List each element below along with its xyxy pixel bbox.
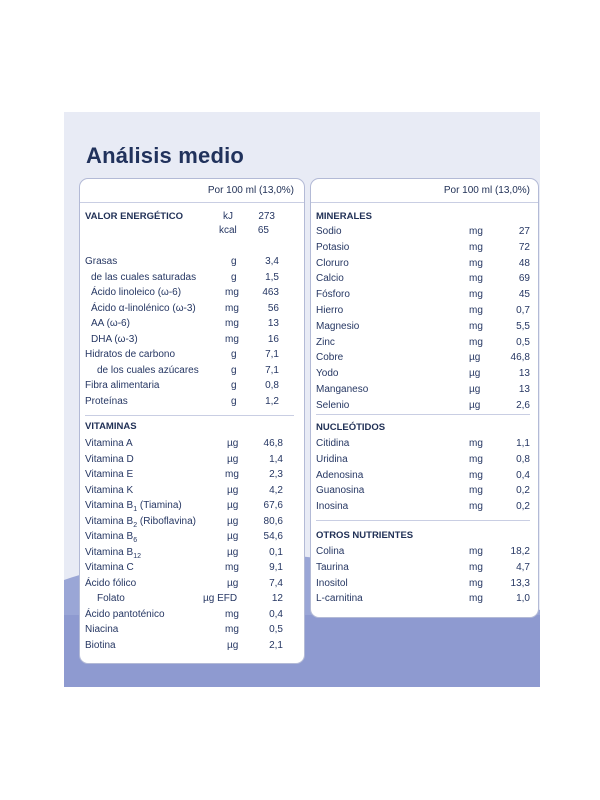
row-name: Ácido linoleico (ω-6): [91, 287, 182, 298]
row-name: Zinc: [316, 336, 335, 348]
mineral-row: [316, 303, 530, 318]
row-value: 46,8: [510, 352, 530, 364]
row-name: Vitamina E: [85, 469, 134, 480]
row-name: Yodo: [316, 368, 339, 380]
row-value: 13: [518, 368, 530, 380]
row-unit: mg: [469, 305, 483, 316]
row-unit: mg: [469, 226, 483, 237]
row-name: Selenio: [316, 399, 350, 411]
vitamin-row: [85, 576, 297, 591]
divider: [316, 414, 530, 415]
nutrient-row: [85, 378, 297, 393]
table-header-per-100ml: Por 100 ml (13,0%): [443, 185, 530, 196]
row-value: 7,1: [265, 349, 279, 360]
row-value: 16: [267, 333, 279, 345]
row-value: 9,1: [269, 562, 283, 573]
mineral-row: [316, 335, 530, 350]
mineral-row: [316, 256, 530, 271]
other-nutrient-row: [316, 544, 530, 559]
row-value: 56: [267, 302, 279, 314]
other-nutrient-row: [316, 591, 530, 606]
vitamin-row: [85, 560, 297, 575]
nutrient-row: [85, 332, 297, 347]
row-name: Proteínas: [85, 395, 128, 407]
row-unit: mg: [469, 561, 483, 573]
row-name: Magnesio: [316, 320, 360, 332]
row-unit: mg: [469, 485, 483, 497]
row-value: 45: [518, 289, 530, 301]
row-name-detail: (Tiamina): [137, 500, 182, 511]
row-value: 1,4: [269, 453, 283, 465]
row-value: 18,2: [510, 546, 530, 557]
row-value: 46,8: [263, 438, 283, 449]
row-value: 0,4: [269, 608, 283, 620]
row-unit: mg: [469, 320, 483, 332]
row-unit: µg: [227, 438, 239, 449]
row-name: Cobre: [316, 352, 344, 364]
row-unit: µg: [227, 453, 239, 465]
row-unit: mg: [469, 593, 483, 605]
row-name: Biotina: [85, 639, 116, 651]
row-unit: mg: [225, 608, 239, 620]
row-name: Citidina: [316, 438, 350, 449]
vitamin-row: [85, 498, 297, 513]
row-value: 0,1: [269, 546, 283, 558]
row-unit: g: [231, 380, 237, 391]
row-unit: mg: [469, 257, 483, 269]
row-value: 4,2: [269, 484, 283, 496]
mineral-row: [316, 319, 530, 334]
energy-row: [85, 223, 297, 238]
row-name-base: Vitamina B: [85, 500, 134, 511]
row-value: 27: [518, 226, 530, 237]
row-unit: kcal: [219, 225, 237, 236]
row-unit: mg: [469, 501, 483, 513]
row-name: Guanosina: [316, 485, 365, 497]
row-value: 0,2: [516, 485, 530, 497]
row-value: 0,5: [516, 336, 530, 348]
row-name: [85, 514, 196, 529]
nucleotide-row: [316, 468, 530, 483]
row-name-subscript: 2: [133, 521, 138, 529]
vitamin-row: [85, 607, 297, 622]
row-name: Niacina: [85, 624, 119, 635]
row-name-base: Vitamina B: [85, 515, 134, 527]
row-name: Ácido pantoténico: [85, 608, 165, 620]
row-name: Cloruro: [316, 257, 349, 269]
row-unit: g: [231, 256, 237, 267]
row-value: 72: [518, 241, 530, 253]
section-title-other-nutrients: OTROS NUTRIENTES: [316, 530, 414, 541]
mineral-row: [316, 224, 530, 239]
row-name-subscript: 12: [133, 552, 141, 560]
vitamin-row: [85, 467, 297, 482]
vitamin-row: [85, 529, 297, 544]
nutrient-row: [85, 394, 297, 409]
nutrient-row: [85, 301, 297, 316]
row-value: 0,7: [516, 305, 530, 316]
row-value: 2,3: [269, 469, 283, 480]
row-unit: µg: [227, 531, 239, 542]
row-value: 1,5: [265, 271, 279, 283]
row-name: [85, 498, 182, 513]
section-title-vitamins: VITAMINAS: [85, 421, 137, 432]
divider: [85, 415, 294, 416]
row-value: 5,5: [516, 320, 530, 332]
mineral-row: [316, 398, 530, 413]
row-value: 54,6: [263, 531, 283, 542]
vitamin-row: [85, 591, 297, 606]
row-value: 80,6: [263, 515, 283, 527]
row-name: Inositol: [316, 577, 348, 589]
nucleotide-row: [316, 499, 530, 514]
row-unit: mg: [469, 241, 483, 253]
nutrition-table-left: [79, 178, 305, 664]
row-name: L-carnitina: [316, 593, 363, 605]
row-value: 1,2: [265, 395, 279, 407]
row-name: Adenosina: [316, 469, 364, 481]
row-unit: µg: [469, 368, 481, 380]
row-value: 7,1: [265, 364, 279, 376]
vitamin-row: [85, 638, 297, 653]
row-value: 13: [518, 384, 530, 395]
row-unit: µg: [227, 515, 239, 527]
row-unit: mg: [469, 469, 483, 481]
nutrient-row: [85, 347, 297, 362]
row-value: 463: [262, 287, 279, 298]
row-name: Fósforo: [316, 289, 350, 301]
energy-row: [85, 209, 297, 224]
table-header-per-100ml: Por 100 ml (13,0%): [207, 185, 294, 196]
row-value: 0,8: [265, 380, 279, 391]
row-unit: mg: [469, 438, 483, 449]
row-unit: mg: [225, 287, 239, 298]
row-unit: g: [231, 349, 237, 360]
row-name: Colina: [316, 546, 345, 557]
vitamin-row: [85, 436, 297, 451]
row-unit: mg: [469, 577, 483, 589]
row-name: Calcio: [316, 273, 344, 285]
row-value: 13: [267, 318, 279, 329]
row-value: 69: [518, 273, 530, 285]
row-value: 13,3: [510, 577, 530, 589]
divider: [80, 202, 304, 203]
other-nutrient-row: [316, 576, 530, 591]
row-name-base: Vitamina B: [85, 531, 134, 542]
row-unit: mg: [225, 333, 239, 345]
nutrient-row: [85, 363, 297, 378]
nucleotide-row: [316, 436, 530, 451]
row-name: Vitamina C: [85, 562, 134, 573]
section-title-minerals: MINERALES: [316, 211, 372, 222]
row-name: AA (ω-6): [91, 318, 130, 329]
row-name: Grasas: [85, 256, 118, 267]
row-unit: µg: [227, 500, 239, 511]
row-name: DHA (ω-3): [91, 333, 138, 345]
row-value: 4,7: [516, 561, 530, 573]
row-name: Fibra alimentaria: [85, 380, 160, 391]
mineral-row: [316, 271, 530, 286]
row-value: 1,0: [516, 593, 530, 605]
row-name: Vitamina D: [85, 453, 134, 465]
row-name: Hidratos de carbono: [85, 349, 176, 360]
vitamin-row: [85, 545, 297, 560]
mineral-row: [316, 240, 530, 255]
row-value: 7,4: [269, 577, 283, 589]
mineral-row: [316, 287, 530, 302]
mineral-row: [316, 350, 530, 365]
section-title-nucleotides: NUCLEÓTIDOS: [316, 422, 386, 433]
row-value: 0,4: [516, 469, 530, 481]
row-value: 12: [271, 593, 283, 604]
row-unit: mg: [469, 453, 483, 465]
row-value: 0,2: [516, 501, 530, 513]
row-unit: mg: [225, 318, 239, 329]
row-name: Folato: [97, 593, 125, 604]
vitamin-row: [85, 452, 297, 467]
row-name: [85, 529, 137, 544]
row-value: 0,8: [516, 453, 530, 465]
vitamin-row: [85, 514, 297, 529]
row-name: Vitamina A: [85, 438, 133, 449]
row-value: 1,1: [516, 438, 530, 449]
row-name-base: Vitamina B: [85, 546, 134, 558]
row-unit: mg: [469, 273, 483, 285]
page-title: Análisis medio: [86, 143, 245, 168]
nutrient-row: [85, 270, 297, 285]
row-unit: µg: [227, 639, 239, 651]
row-value: 273: [258, 211, 275, 222]
row-unit: mg: [469, 289, 483, 301]
vitamin-row: [85, 622, 297, 637]
divider: [311, 202, 538, 203]
row-value: 0,5: [269, 624, 283, 635]
row-name: Ácido α-linolénico (ω-3): [91, 302, 196, 314]
mineral-row: [316, 382, 530, 397]
row-unit: mg: [225, 469, 239, 480]
row-unit: mg: [469, 546, 483, 557]
row-value: 65: [257, 225, 269, 236]
row-unit: µg: [227, 484, 239, 496]
row-unit: µg: [469, 384, 481, 395]
nutrition-table-right: [310, 178, 539, 618]
row-name: de los cuales azúcares: [97, 364, 199, 376]
row-unit: µg: [227, 577, 239, 589]
row-name: [85, 545, 141, 560]
nutrient-row: [85, 254, 297, 269]
row-unit: µg: [227, 546, 239, 558]
section-title-energy: VALOR ENERGÉTICO: [85, 211, 183, 222]
row-unit: µg: [469, 399, 481, 411]
row-name: Manganeso: [316, 384, 369, 395]
row-unit: g: [231, 395, 237, 407]
row-name: de las cuales saturadas: [91, 271, 197, 283]
row-name-subscript: 6: [133, 537, 138, 544]
row-name: Ácido fólico: [85, 577, 137, 589]
row-name: Hierro: [316, 305, 344, 316]
row-value: 3,4: [265, 256, 279, 267]
row-name: Potasio: [316, 241, 350, 253]
nutrient-row: [85, 285, 297, 300]
row-name: Vitamina K: [85, 484, 134, 496]
row-name-subscript: 1: [133, 506, 138, 513]
vitamin-row: [85, 483, 297, 498]
row-unit: µg: [469, 352, 481, 364]
row-name: Inosina: [316, 501, 349, 513]
row-name: Taurina: [316, 561, 349, 573]
row-unit: g: [231, 364, 237, 376]
mineral-row: [316, 366, 530, 381]
row-value: 48: [518, 257, 530, 269]
row-name-detail: (Riboflavina): [137, 515, 197, 527]
row-unit: kJ: [223, 211, 233, 222]
other-nutrient-row: [316, 560, 530, 575]
row-value: 67,6: [263, 500, 283, 511]
row-unit: mg: [225, 624, 239, 635]
row-value: 2,6: [516, 399, 530, 411]
divider: [316, 520, 530, 521]
row-name: Uridina: [316, 453, 348, 465]
nucleotide-row: [316, 483, 530, 498]
nutrient-row: [85, 316, 297, 331]
row-unit: g: [231, 271, 237, 283]
row-value: 2,1: [269, 639, 283, 651]
row-unit: mg: [225, 302, 239, 314]
nucleotide-row: [316, 452, 530, 467]
row-name: Sodio: [316, 226, 342, 237]
row-unit: µg EFD: [203, 593, 238, 604]
row-unit: mg: [225, 562, 239, 573]
row-unit: mg: [469, 336, 483, 348]
